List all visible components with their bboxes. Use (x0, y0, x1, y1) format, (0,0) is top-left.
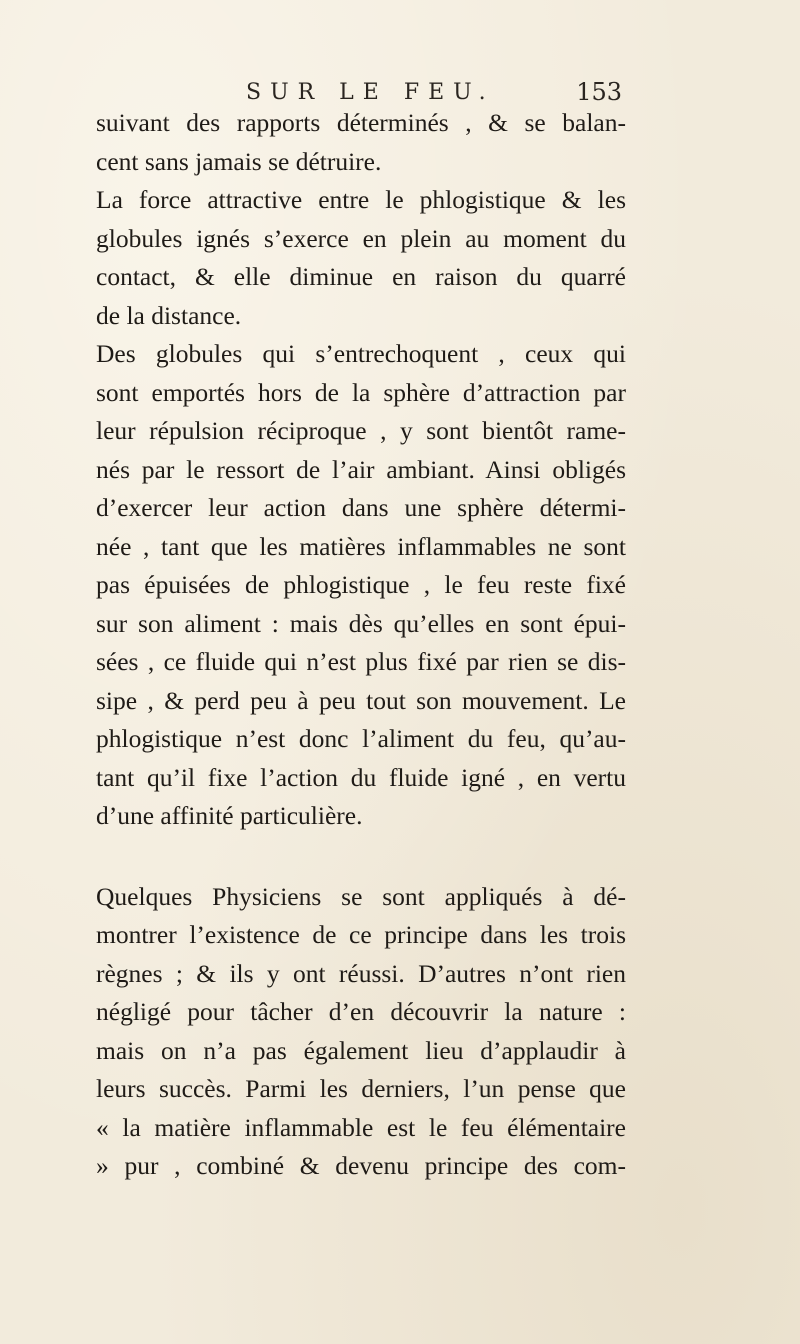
text-line: phlogistique n’est donc l’aliment du feu, qu’au- (96, 724, 626, 753)
text-line: leurs succès. Parmi les derniers, l’un pense que (96, 1074, 626, 1103)
text-line: pas épuisées de phlogistique , le feu reste fixé (96, 570, 626, 599)
text-line: contact, & elle diminue en raison du quarré (96, 262, 626, 291)
text-line: née , tant que les matières inflammables ne sont (96, 531, 626, 561)
running-head-title: SUR LE FEU. (246, 80, 495, 105)
text-line: sont emportés hors de la sphère d’attraction par (96, 377, 626, 407)
text-line: tant qu’il fixe l’action du fluide igné , en vertu (96, 762, 626, 792)
text-line: cent sans jamais se détruire. (96, 146, 382, 176)
text-line: sipe , & perd peu à peu tout son mouvement. Le (96, 685, 626, 715)
text-line: d’exercer leur action dans une sphère détermi- (96, 493, 626, 522)
text-line: Quelques Physiciens se sont appliqués à dé- (96, 881, 626, 911)
text-line: négligé pour tâcher d’en découvrir la nature : (96, 997, 626, 1026)
text-line: globules ignés s’exerce en plein au moment du (96, 223, 626, 253)
paragraph-2 (96, 181, 626, 335)
text-line: sées , ce fluide qui n’est plus fixé par rien se dis- (96, 647, 626, 676)
page-number: 153 (576, 78, 622, 106)
text-line: de la distance. (96, 300, 242, 330)
text-line: montrer l’existence de ce principe dans les trois (96, 920, 626, 949)
text-line: La force attractive entre le phlogistique & les (96, 185, 626, 214)
paragraph-4 (96, 878, 626, 1186)
text-line: leur répulsion réciproque , y sont bientôt rame- (96, 416, 626, 445)
text-line: nés par le ressort de l’air ambiant. Ainsi obligés (96, 454, 626, 484)
text-line: suivant des rapports déterminés , & se balan- (96, 108, 626, 137)
paragraph-gap (96, 836, 626, 878)
paragraph-1 (96, 104, 626, 181)
text-line: règnes ; & ils y ont réussi. D’autres n’ont rien (96, 958, 626, 988)
text-line: Des globules qui s’entrechoquent , ceux qui (96, 339, 626, 368)
paragraph-3 (96, 335, 626, 836)
text-line: » pur , combiné & devenu principe des com- (96, 1151, 626, 1180)
body-text (96, 104, 626, 1186)
text-line: d’une affinité particulière. (96, 801, 363, 830)
text-line: « la matière inflammable est le feu élémentaire (96, 1112, 626, 1142)
text-line: sur son aliment : mais dès qu’elles en sont épui- (96, 608, 626, 638)
text-line: mais on n’a pas également lieu d’applaudir à (96, 1035, 626, 1065)
